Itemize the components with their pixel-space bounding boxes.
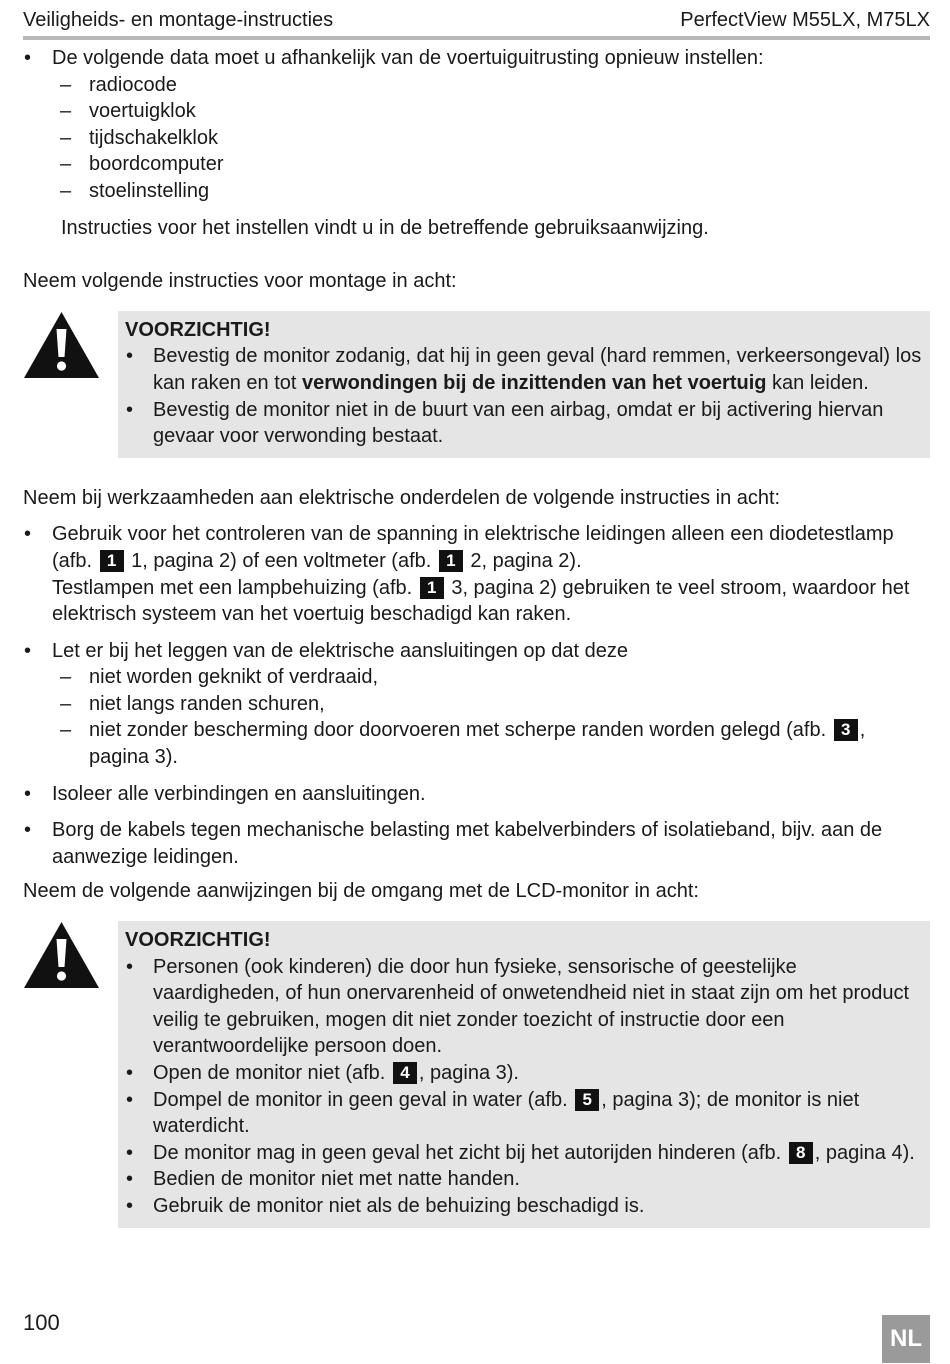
list-item: • De monitor mag in geen geval het zicht bij het autorijden hinderen (afb. 8 , pagina 4).: [125, 1140, 922, 1167]
page-header: [23, 8, 930, 40]
caution-content: [118, 311, 930, 458]
list-item: – stoelinstelling: [23, 178, 930, 205]
header-section-title: Veiligheids- en montage-instructies: [23, 9, 334, 31]
warning-icon: [23, 311, 100, 379]
list-item: • Open de monitor niet (afb. 4 , pagina 3).: [125, 1060, 922, 1087]
emphasis-text: verwondingen bij de inzittenden van het voertuig: [301, 371, 767, 394]
header-product-name: PerfectView M55LX, M75LX: [680, 9, 930, 31]
figure-ref-badge: 1: [439, 550, 463, 572]
list-item: • Personen (ook kinderen) die door hun fysieke, sensorische of geestelijke vaardigheden, of hun onervarenheid of onwetendheid niet in staat zijn om het product veilig te gebruiken, mogen dit niet zonder toezicht of instructie door een verantwoordelijke persoon doen.: [125, 954, 922, 1060]
figure-ref-badge: 4: [393, 1062, 417, 1084]
settings-note: Instructies voor het instellen vindt u in de betreffende gebruiksaanwijzing.: [61, 216, 709, 239]
insulation-list: [23, 781, 930, 808]
figure-ref-badge: 3: [834, 719, 858, 741]
list-item: – radiocode: [23, 72, 930, 99]
electrical-list: [23, 521, 930, 627]
page-content: [23, 45, 930, 1228]
figure-ref-badge: 1: [420, 577, 444, 599]
connections-list: [23, 638, 930, 771]
list-item: • Dompel de monitor in geen geval in water (afb. 5 , pagina 3); de monitor is niet waterdicht.: [125, 1087, 922, 1140]
caution-title: VOORZICHTIG!: [125, 318, 271, 341]
figure-ref-badge: 8: [789, 1142, 813, 1164]
list-item: – boordcomputer: [23, 151, 930, 178]
montage-intro: Neem volgende instructies voor montage in acht:: [23, 270, 457, 293]
list-item: • Bedien de monitor niet met natte handen.: [125, 1166, 922, 1193]
list-item: • De volgende data moet u afhankelijk van de voertuiguitrusting opnieuw instellen:: [23, 45, 930, 72]
cable-list: [23, 817, 930, 870]
language-badge: NL: [882, 1315, 930, 1363]
warning-icon: [23, 921, 100, 989]
figure-ref-badge: 5: [575, 1089, 599, 1111]
list-item: – tijdschakelklok: [23, 125, 930, 152]
list-item: • Borg de kabels tegen mechanische belasting met kabelverbinders of isolatieband, bijv. aan de aanwezige leidingen.: [23, 817, 930, 870]
list-item: • Bevestig de monitor niet in de buurt van een airbag, omdat er bij activering hiervan gevaar voor verwonding bestaat.: [125, 397, 922, 450]
page-number: 100: [23, 1310, 60, 1335]
caution-box-montage: [23, 311, 930, 458]
list-item: – niet langs randen schuren,: [23, 691, 930, 718]
list-item: • Let er bij het leggen van de elektrische aansluitingen op dat deze: [23, 638, 930, 665]
figure-ref-badge: 1: [100, 550, 124, 572]
list-item: • Gebruik voor het controleren van de spanning in elektrische leidingen alleen een diodetestlamp (afb. 1 1, pagina 2) of een voltmeter (afb. 1 2, pagina 2). Testlampen met een lampbehuizing (afb. 1 3, pagina 2) gebruiken te veel stroom, waardoor het elektrisch systeem van het voertuig beschadigd kan raken.: [23, 521, 930, 627]
caution-box-lcd: [23, 921, 930, 1228]
list-item: – niet zonder bescherming door doorvoeren met scherpe randen worden gelegd (afb. 3 , pagina 3).: [23, 717, 930, 770]
settings-list: [23, 45, 930, 205]
electrical-intro: Neem bij werkzaamheden aan elektrische onderdelen de volgende instructies in acht:: [23, 486, 781, 509]
lcd-intro: Neem de volgende aanwijzingen bij de omgang met de LCD-monitor in acht:: [23, 880, 699, 903]
list-item: • Gebruik de monitor niet als de behuizing beschadigd is.: [125, 1193, 922, 1220]
list-item: – niet worden geknikt of verdraaid,: [23, 664, 930, 691]
list-item: • Isoleer alle verbindingen en aansluitingen.: [23, 781, 930, 808]
caution-title: VOORZICHTIG!: [125, 929, 271, 952]
caution-content: [118, 921, 930, 1228]
list-item: – voertuigklok: [23, 98, 930, 125]
list-item: • Bevestig de monitor zodanig, dat hij in geen geval (hard remmen, verkeersongeval) los kan raken en tot verwondingen bij de inzittenden van het voertuig kan leiden.: [125, 343, 922, 396]
